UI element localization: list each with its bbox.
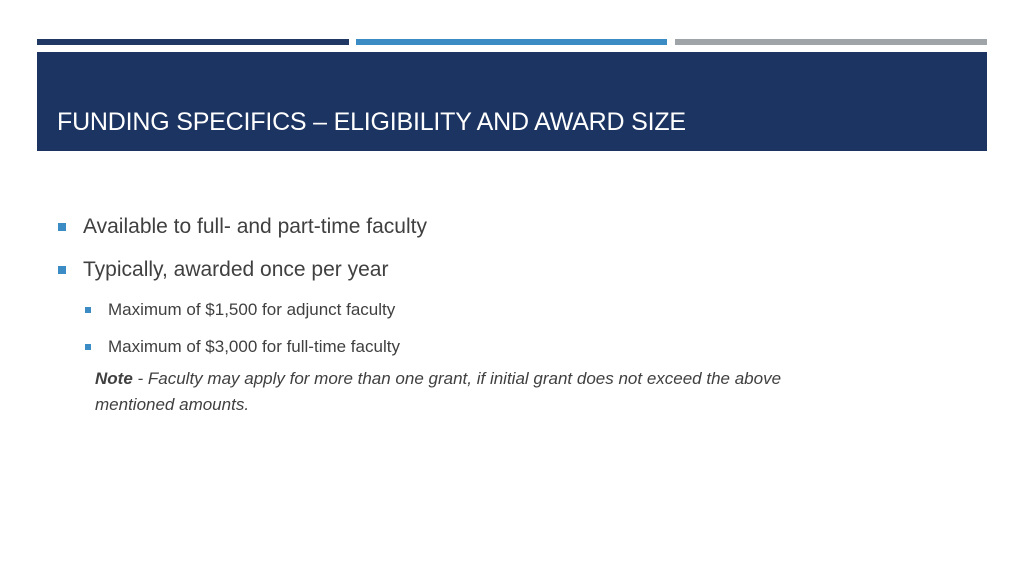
square-bullet-icon xyxy=(85,307,91,313)
sub-bullet-text: Maximum of $3,000 for full-time faculty xyxy=(108,337,400,356)
bullet-item xyxy=(58,255,958,285)
note-text: - Faculty may apply for more than one grant, if initial grant does not exceed the above mentioned amounts. xyxy=(95,369,782,414)
bullet-item xyxy=(58,212,958,242)
sub-bullet-item xyxy=(85,298,958,322)
slide-body xyxy=(58,212,958,418)
title-band xyxy=(37,52,987,151)
bullet-text: Typically, awarded once per year xyxy=(83,258,389,281)
accent-bar-gray xyxy=(675,39,987,45)
square-bullet-icon xyxy=(58,223,66,231)
accent-bar-light-blue xyxy=(356,39,667,45)
note-paragraph xyxy=(95,366,855,418)
sub-bullet-text: Maximum of $1,500 for adjunct faculty xyxy=(108,300,396,319)
note-label: Note xyxy=(95,369,133,388)
accent-bar-dark-blue xyxy=(37,39,349,45)
square-bullet-icon xyxy=(58,266,66,274)
sub-bullet-item xyxy=(85,335,958,359)
slide-title: FUNDING SPECIFICS – ELIGIBILITY AND AWARD SIZE xyxy=(57,108,686,136)
bullet-text: Available to full- and part-time faculty xyxy=(83,215,427,238)
square-bullet-icon xyxy=(85,344,91,350)
